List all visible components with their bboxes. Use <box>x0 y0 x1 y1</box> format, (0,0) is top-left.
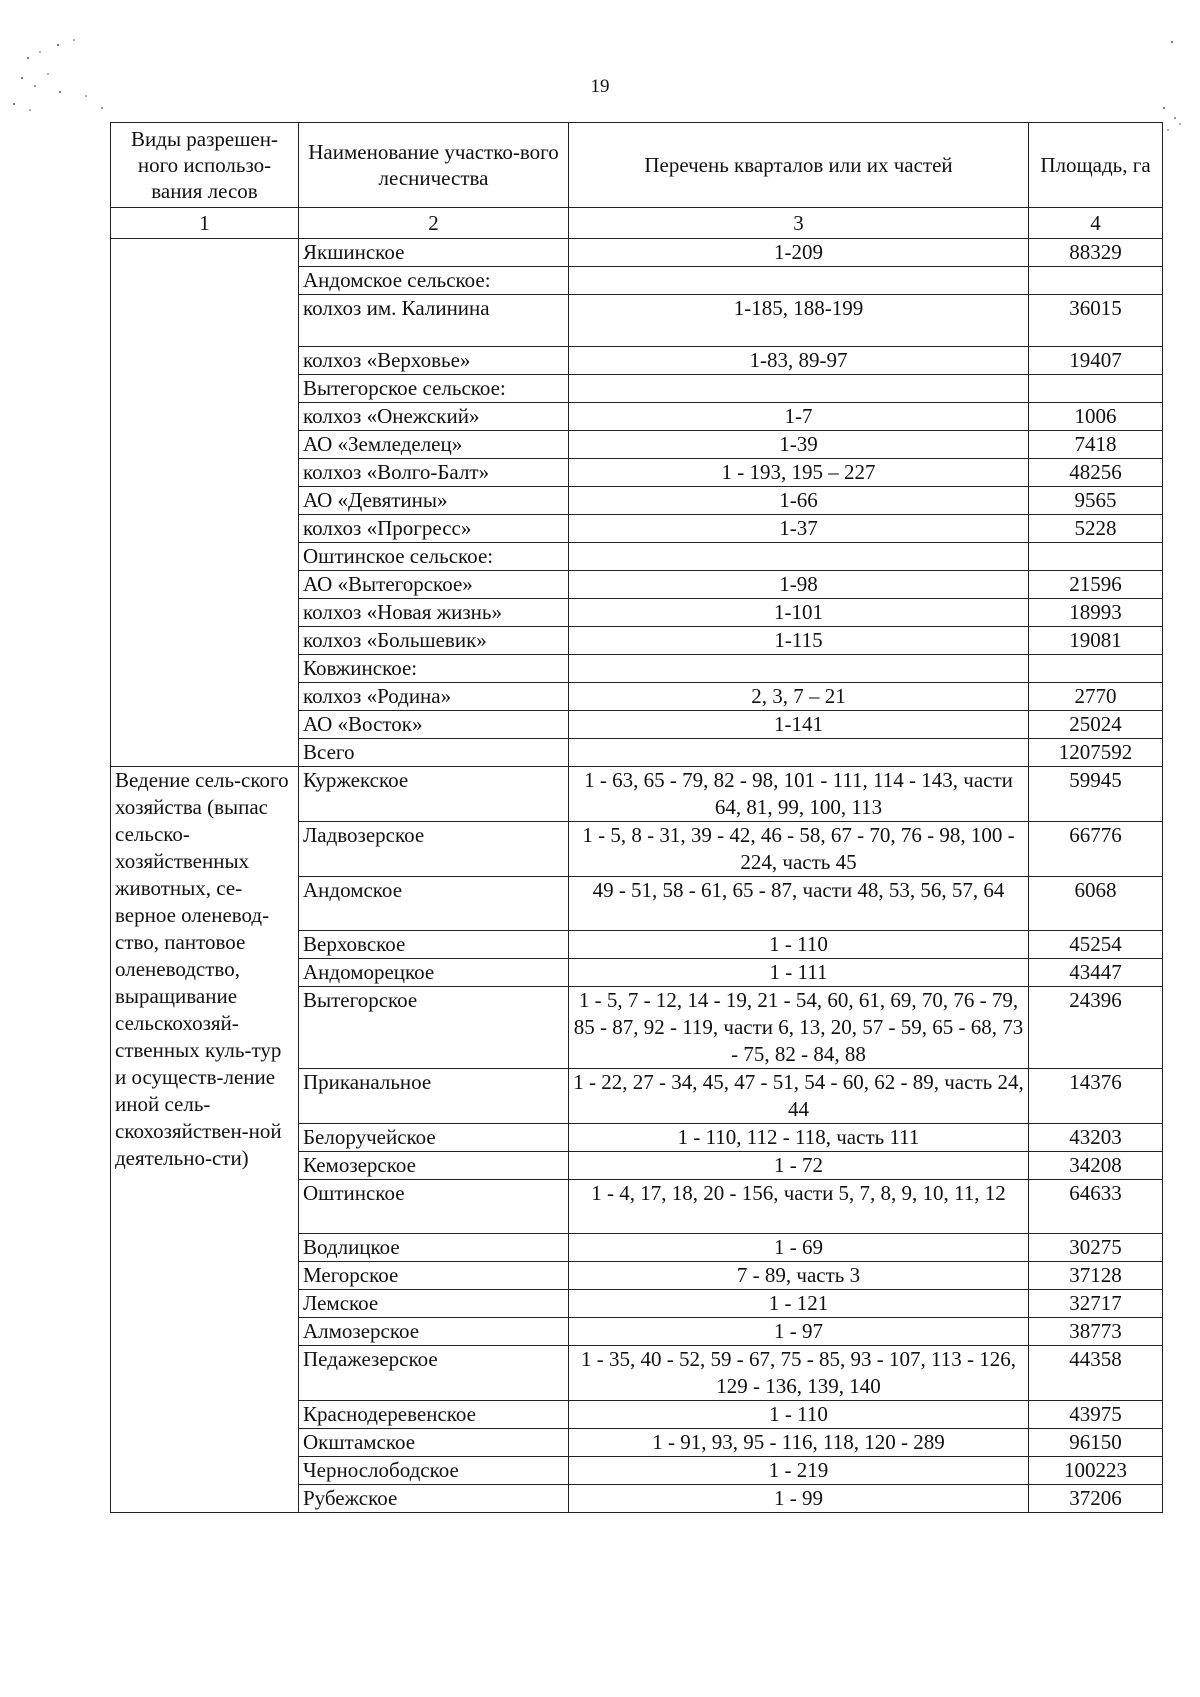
forestry-name-cell: Краснодеревенское <box>299 1401 569 1429</box>
header-quarters: Перечень кварталов или их частей <box>569 123 1029 208</box>
area-cell: 36015 <box>1029 295 1163 347</box>
forestry-name-cell: Куржекское <box>299 767 569 822</box>
area-cell <box>1029 655 1163 683</box>
forestry-name-cell: Мегорское <box>299 1262 569 1290</box>
area-cell: 96150 <box>1029 1429 1163 1457</box>
quarters-cell <box>569 739 1029 767</box>
header-forestry-name: Наименование участко-вого лесничества <box>299 123 569 208</box>
quarters-cell: 1-185, 188-199 <box>569 295 1029 347</box>
forestry-name-cell: Лемское <box>299 1290 569 1318</box>
area-cell: 34208 <box>1029 1152 1163 1180</box>
table-row <box>111 767 1163 822</box>
quarters-cell: 1 - 5, 7 - 12, 14 - 19, 21 - 54, 60, 61, 69, 70, 76 - 79, 85 - 87, 92 - 119, части 6, 13, 20, 57 - 59, 65 - 68, 73 - 75, 82 - 84, 88 <box>569 987 1029 1069</box>
use-type-cell <box>111 239 299 767</box>
area-cell: 19407 <box>1029 347 1163 375</box>
area-cell: 7418 <box>1029 431 1163 459</box>
header-use-type: Виды разрешен-ного использо-вания лесов <box>111 123 299 208</box>
quarters-cell: 1 - 91, 93, 95 - 116, 118, 120 - 289 <box>569 1429 1029 1457</box>
forestry-name-cell: Оштинское сельское: <box>299 543 569 571</box>
area-cell: 48256 <box>1029 459 1163 487</box>
quarters-cell: 1-83, 89-97 <box>569 347 1029 375</box>
area-cell: 100223 <box>1029 1457 1163 1485</box>
forestry-name-cell: Педажезерское <box>299 1346 569 1401</box>
forestry-name-cell: Ладвозерское <box>299 822 569 877</box>
forestry-name-cell: Вытегорское <box>299 987 569 1069</box>
quarters-cell <box>569 375 1029 403</box>
forestry-name-cell: Ковжинское: <box>299 655 569 683</box>
quarters-cell: 1 - 22, 27 - 34, 45, 47 - 51, 54 - 60, 62 - 89, часть 24, 44 <box>569 1069 1029 1124</box>
forestry-name-cell: Всего <box>299 739 569 767</box>
quarters-cell <box>569 267 1029 295</box>
area-cell: 30275 <box>1029 1234 1163 1262</box>
quarters-cell: 1-66 <box>569 487 1029 515</box>
quarters-cell <box>569 655 1029 683</box>
column-number: 3 <box>569 208 1029 239</box>
quarters-cell: 49 - 51, 58 - 61, 65 - 87, части 48, 53, 56, 57, 64 <box>569 877 1029 931</box>
area-cell: 44358 <box>1029 1346 1163 1401</box>
forest-use-table <box>110 122 1163 1513</box>
area-cell: 43975 <box>1029 1401 1163 1429</box>
forestry-name-cell: Вытегорское сельское: <box>299 375 569 403</box>
quarters-cell: 1 - 63, 65 - 79, 82 - 98, 101 - 111, 114 - 143, части 64, 81, 99, 100, 113 <box>569 767 1029 822</box>
quarters-cell: 1 - 5, 8 - 31, 39 - 42, 46 - 58, 67 - 70, 76 - 98, 100 - 224, часть 45 <box>569 822 1029 877</box>
quarters-cell: 1 - 69 <box>569 1234 1029 1262</box>
area-cell: 5228 <box>1029 515 1163 543</box>
forestry-name-cell: колхоз «Верховье» <box>299 347 569 375</box>
quarters-cell: 1 - 110 <box>569 931 1029 959</box>
area-cell <box>1029 267 1163 295</box>
area-cell: 37206 <box>1029 1485 1163 1513</box>
forestry-name-cell: АО «Земледелец» <box>299 431 569 459</box>
quarters-cell: 1-101 <box>569 599 1029 627</box>
area-cell: 21596 <box>1029 571 1163 599</box>
area-cell: 25024 <box>1029 711 1163 739</box>
forestry-name-cell: Кемозерское <box>299 1152 569 1180</box>
forestry-name-cell: Чернослободское <box>299 1457 569 1485</box>
forestry-name-cell: Белоручейское <box>299 1124 569 1152</box>
header-area: Площадь, га <box>1029 123 1163 208</box>
area-cell: 24396 <box>1029 987 1163 1069</box>
quarters-cell: 1 - 111 <box>569 959 1029 987</box>
quarters-cell: 1-7 <box>569 403 1029 431</box>
area-cell: 6068 <box>1029 877 1163 931</box>
header-row <box>111 123 1163 208</box>
forestry-name-cell: АО «Вытегорское» <box>299 571 569 599</box>
quarters-cell: 1 - 110, 112 - 118, часть 111 <box>569 1124 1029 1152</box>
area-cell: 59945 <box>1029 767 1163 822</box>
quarters-cell: 1-209 <box>569 239 1029 267</box>
area-cell: 9565 <box>1029 487 1163 515</box>
area-cell: 1006 <box>1029 403 1163 431</box>
quarters-cell: 1 - 35, 40 - 52, 59 - 67, 75 - 85, 93 - 107, 113 - 126, 129 - 136, 139, 140 <box>569 1346 1029 1401</box>
area-cell: 18993 <box>1029 599 1163 627</box>
quarters-cell: 1 - 121 <box>569 1290 1029 1318</box>
forestry-name-cell: колхоз им. Калинина <box>299 295 569 347</box>
forestry-name-cell: Верховское <box>299 931 569 959</box>
quarters-cell: 7 - 89, часть 3 <box>569 1262 1029 1290</box>
table-body <box>111 239 1163 1513</box>
area-cell: 38773 <box>1029 1318 1163 1346</box>
forestry-name-cell: Андомское <box>299 877 569 931</box>
quarters-cell: 1 - 97 <box>569 1318 1029 1346</box>
quarters-cell <box>569 543 1029 571</box>
forestry-name-cell: колхоз «Онежский» <box>299 403 569 431</box>
column-number-row <box>111 208 1163 239</box>
area-cell: 45254 <box>1029 931 1163 959</box>
column-number: 4 <box>1029 208 1163 239</box>
area-cell: 43447 <box>1029 959 1163 987</box>
quarters-cell: 1-115 <box>569 627 1029 655</box>
area-cell: 14376 <box>1029 1069 1163 1124</box>
quarters-cell: 2, 3, 7 – 21 <box>569 683 1029 711</box>
area-cell: 43203 <box>1029 1124 1163 1152</box>
quarters-cell: 1 - 72 <box>569 1152 1029 1180</box>
forestry-name-cell: Окштамское <box>299 1429 569 1457</box>
area-cell: 19081 <box>1029 627 1163 655</box>
area-cell: 88329 <box>1029 239 1163 267</box>
area-cell: 66776 <box>1029 822 1163 877</box>
forestry-name-cell: колхоз «Новая жизнь» <box>299 599 569 627</box>
page-number: 19 <box>590 76 610 97</box>
forestry-name-cell: колхоз «Большевик» <box>299 627 569 655</box>
quarters-cell: 1-39 <box>569 431 1029 459</box>
area-cell <box>1029 375 1163 403</box>
forestry-name-cell: Алмозерское <box>299 1318 569 1346</box>
forestry-name-cell: Рубежское <box>299 1485 569 1513</box>
forestry-name-cell: Приканальное <box>299 1069 569 1124</box>
forestry-name-cell: колхоз «Прогресс» <box>299 515 569 543</box>
forestry-name-cell: АО «Восток» <box>299 711 569 739</box>
use-type-cell: Ведение сель-ского хозяйства (выпас сельско-хозяйственных животных, се-верное оленевод-ство, пантовое оленеводство, выращивание сельскохозяй-ственных куль-тур и осуществ-ление иной сель-скохозяйствен-ной деятельно-сти) <box>111 767 299 1513</box>
quarters-cell: 1 - 193, 195 – 227 <box>569 459 1029 487</box>
forestry-name-cell: Водлицкое <box>299 1234 569 1262</box>
forestry-name-cell: Якшинское <box>299 239 569 267</box>
area-cell: 37128 <box>1029 1262 1163 1290</box>
area-cell: 2770 <box>1029 683 1163 711</box>
forestry-name-cell: Оштинское <box>299 1180 569 1234</box>
area-cell: 64633 <box>1029 1180 1163 1234</box>
quarters-cell: 1-37 <box>569 515 1029 543</box>
quarters-cell: 1-98 <box>569 571 1029 599</box>
forestry-name-cell: колхоз «Родина» <box>299 683 569 711</box>
quarters-cell: 1 - 110 <box>569 1401 1029 1429</box>
quarters-cell: 1-141 <box>569 711 1029 739</box>
area-cell <box>1029 543 1163 571</box>
column-number: 2 <box>299 208 569 239</box>
area-cell: 1207592 <box>1029 739 1163 767</box>
quarters-cell: 1 - 219 <box>569 1457 1029 1485</box>
forestry-name-cell: колхоз «Волго-Балт» <box>299 459 569 487</box>
forestry-name-cell: АО «Девятины» <box>299 487 569 515</box>
forestry-name-cell: Андоморецкое <box>299 959 569 987</box>
forestry-name-cell: Андомское сельское: <box>299 267 569 295</box>
area-cell: 32717 <box>1029 1290 1163 1318</box>
table-row <box>111 239 1163 267</box>
quarters-cell: 1 - 4, 17, 18, 20 - 156, части 5, 7, 8, 9, 10, 11, 12 <box>569 1180 1029 1234</box>
column-number: 1 <box>111 208 299 239</box>
quarters-cell: 1 - 99 <box>569 1485 1029 1513</box>
